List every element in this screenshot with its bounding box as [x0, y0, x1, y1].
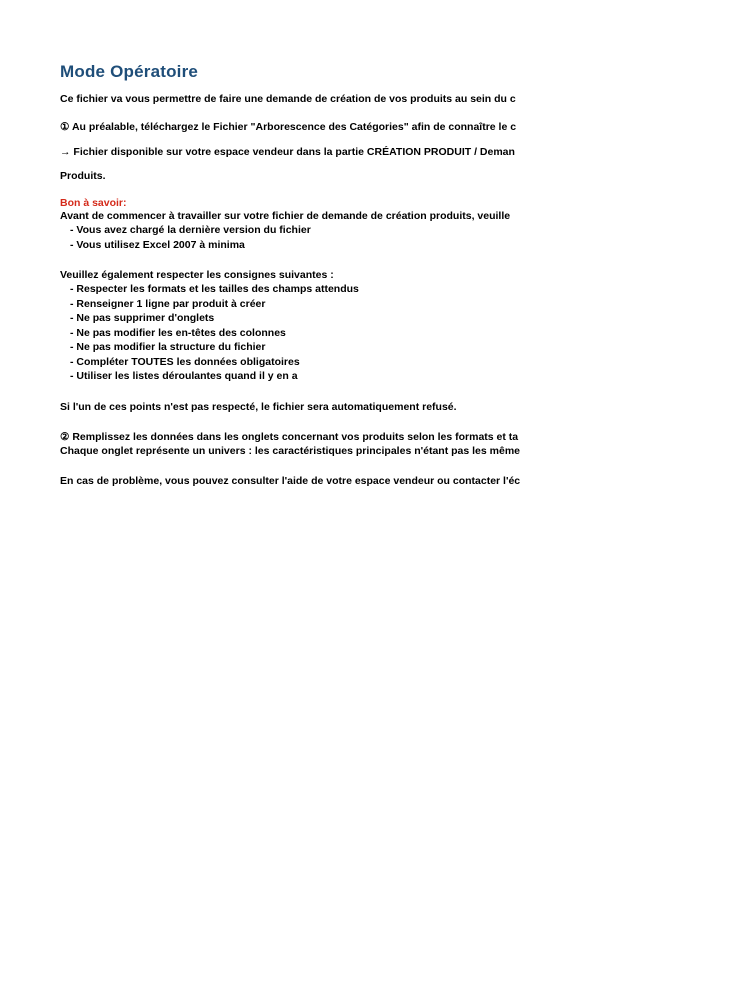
step-2-text: Remplissez les données dans les onglets concernant vos produits selon les formats et ta	[72, 430, 519, 443]
footer-paragraph: En cas de problème, vous pouvez consulter l'aide de votre espace vendeur ou contacter l'éc	[60, 474, 521, 487]
step-1-arrow-text: Fichier disponible sur votre espace vendeur dans la partie CRÉATION PRODUIT / Deman	[73, 145, 515, 158]
step-2-marker: ②	[60, 430, 70, 443]
guidelines-warning: Si l'un de ces points n'est pas respecté, le fichier sera automatiquement refusé.	[60, 400, 457, 413]
list-item: - Vous utilisez Excel 2007 à minima	[70, 238, 245, 251]
list-item: - Ne pas supprimer d'onglets	[70, 312, 215, 324]
list-item: - Ne pas modifier les en-têtes des colonnes	[70, 326, 286, 339]
step-2-line2: Chaque onglet représente un univers : les caractéristiques principales n'étant pas les même	[60, 444, 520, 457]
guidelines-intro: Veuillez également respecter les consignes suivantes :	[60, 269, 334, 281]
page-title: Mode Opératoire	[60, 62, 199, 81]
step-2-block	[60, 430, 750, 458]
step-1-arrow-text-line2: Produits.	[60, 170, 106, 182]
step-2-line	[60, 430, 750, 444]
good-to-know-heading: Bon à savoir:	[60, 197, 127, 209]
list-item: - Renseigner 1 ligne par produit à créer	[70, 297, 266, 310]
list-item: - Vous avez chargé la dernière version du fichier	[70, 224, 311, 236]
good-to-know-intro: Avant de commencer à travailler sur votre fichier de demande de création produits, veuille	[60, 210, 511, 222]
step-1-block	[60, 120, 750, 183]
document-content	[60, 62, 750, 488]
step-1-arrow-line	[60, 145, 750, 159]
list-item: - Utiliser les listes déroulantes quand il y en a	[70, 370, 298, 382]
guidelines-list	[60, 282, 750, 384]
list-item: - Compléter TOUTES les données obligatoires	[70, 355, 300, 368]
list-item: - Respecter les formats et les tailles des champs attendus	[70, 283, 359, 295]
intro-paragraph: Ce fichier va vous permettre de faire une demande de création de vos produits au sein du c	[60, 93, 516, 105]
arrow-icon: →	[60, 145, 71, 158]
good-to-know-list	[60, 223, 750, 252]
step-1-marker: ①	[60, 121, 70, 133]
list-item: - Ne pas modifier la structure du fichier	[70, 341, 266, 353]
step-1-text: Au préalable, téléchargez le Fichier "Arborescence des Catégories" afin de connaître le c	[71, 121, 517, 133]
step-1-line	[60, 120, 750, 134]
